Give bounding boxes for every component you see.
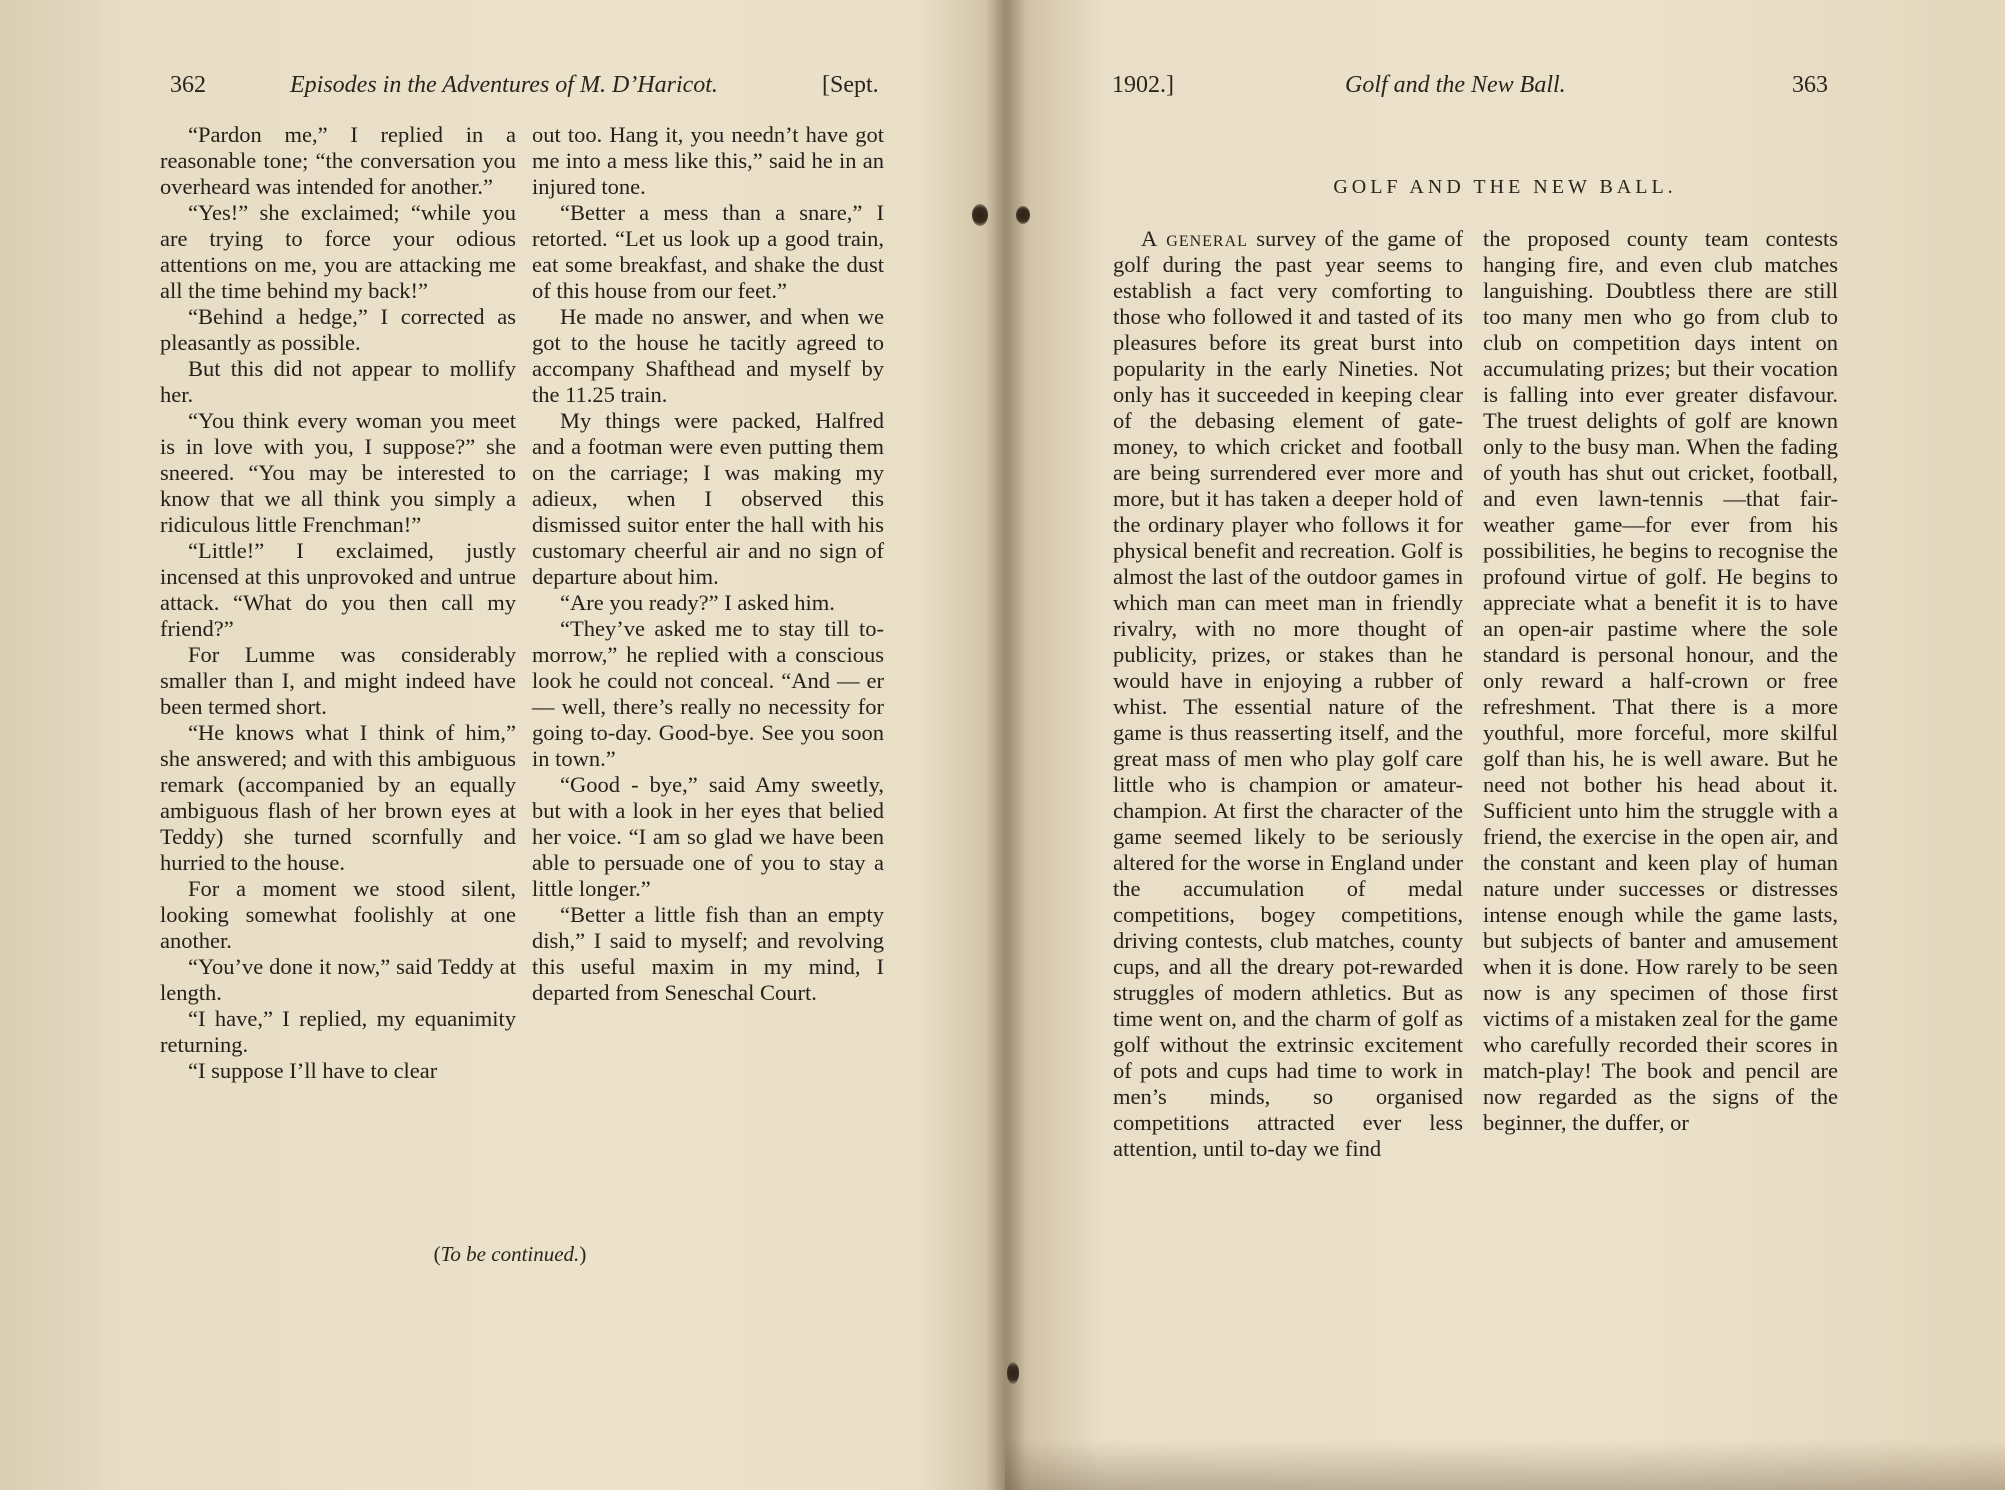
- story-paragraph: But this did not appear to mollify her.: [160, 356, 516, 407]
- story-paragraph: “I suppose I’ll have to clear: [188, 1058, 438, 1083]
- left-running-head: [0, 72, 1005, 108]
- continued-close: ): [579, 1242, 587, 1266]
- story-paragraph: For a moment we stood silent, looking somewhat foolishly at one another.: [160, 876, 516, 953]
- story-paragraph: “Pardon me,” I replied in a reasonable tone; “the conversation you overheard was intended for another.”: [160, 122, 516, 199]
- right-column-1: [1113, 226, 1463, 1162]
- story-paragraph: “Yes!” she exclaimed; “while you are trying to force your odious attentions on me, you are attacking me all the time behind my back!”: [160, 200, 516, 303]
- right-page: [1005, 0, 2005, 1490]
- left-column-2: [532, 122, 884, 1006]
- story-paragraph: “Behind a hedge,” I corrected as pleasantly as possible.: [160, 304, 516, 355]
- continued-open: (: [433, 1242, 441, 1266]
- continued-text: To be continued.: [440, 1242, 580, 1266]
- story-paragraph: For Lumme was considerably smaller than I, and might indeed have been termed short.: [160, 642, 516, 719]
- story-paragraph: “I have,” I replied, my equanimity returning.: [160, 1006, 516, 1057]
- article-title: GOLF AND THE NEW BALL.: [1333, 176, 1677, 198]
- article-text: survey of the game of golf during the past year seems to establish a fact very comforting to those who followed it and tasted of its pleasures before its great burst into popularity in the early Nineties. Not only has it succeeded in keeping clear of the debasing element of gate-money, to which cricket and football are being surrendered ever more and more, but it has taken a deeper hold of the ordinary player who follows it for physical benefit and recreation. Golf is almost the last of the outdoor games in which man can meet man in friendly rivalry, with no more thought of publicity, prizes, or stakes than he would have in enjoying a rubber of whist. The essential nature of the game is thus reasserting itself, and the great mass of men who play golf care little who is champion or amateur-champion. At first the character of the game seemed likely to be seriously altered for the worse in England under the accumulation of medal competitions, bogey competitions, driving contests, club matches, county cups, and all the dreary pot-rewarded struggles of modern athletics. But as time went on, and the charm of golf as golf without the extrinsic excitement of pots and cups had time to work in men’s minds, so organised competitions attracted ever less attention, until to-day we find: [1113, 226, 1463, 1161]
- article-paragraph: [1113, 226, 1463, 1162]
- story-paragraph: out too. Hang it, you needn’t have got me into a mess like this,” said he in an injured tone.: [532, 122, 884, 199]
- left-column-1: [160, 122, 516, 1084]
- story-paragraph: “Better a little fish than an empty dish,” I said to myself; and revolving this useful maxim in my mind, I departed from Seneschal Court.: [532, 902, 884, 1005]
- to-be-continued: [160, 1242, 860, 1267]
- lead-small-caps: A general: [1141, 226, 1248, 251]
- story-paragraph: He made no answer, and when we got to the house he tacitly agreed to accompany Shafthead and myself by the 11.25 train.: [532, 304, 884, 407]
- page-number-left: 362: [170, 72, 206, 98]
- page-date-right: 1902.]: [1112, 72, 1174, 98]
- story-paragraph: “Better a mess than a snare,” I retorted. “Let us look up a good train, eat some breakfast, and shake the dust of this house from our feet.”: [532, 200, 884, 303]
- story-paragraph: “He knows what I think of him,” she answered; and with this ambiguous remark (accompanied by an equally ambiguous flash of her brown eyes at Teddy) she turned scornfully and hurried to the house.: [160, 720, 516, 875]
- story-paragraph: My things were packed, Halfred and a footman were even putting them on the carriage; I was making my adieux, when I observed this dismissed suitor enter the hall with his customary cheerful air and no sign of departure about him.: [532, 408, 884, 589]
- story-paragraph: “Good - bye,” said Amy sweetly, but with a look in her eyes that belied her voice. “I am so glad we have been able to persuade one of you to stay a little longer.”: [532, 772, 884, 901]
- running-date-left: [Sept.: [822, 72, 879, 98]
- story-paragraph: “Little!” I exclaimed, justly incensed at this unprovoked and untrue attack. “What do you then call my friend?”: [160, 538, 516, 641]
- running-title-right: Golf and the New Ball.: [1345, 72, 1566, 98]
- story-paragraph: “Are you ready?” I asked him.: [560, 590, 835, 615]
- running-title-left: Episodes in the Adventures of M. D’Haricot.: [290, 72, 718, 98]
- right-running-head: [1005, 72, 2005, 108]
- story-paragraph: “They’ve asked me to stay till to-morrow,” he replied with a conscious look he could not conceal. “And — er — well, there’s really no necessity for going to-day. Good-bye. See you soon in town.”: [532, 616, 884, 771]
- page-number-right: 363: [1792, 72, 1828, 98]
- article-paragraph: the proposed county team contests hanging fire, and even club matches languishing. Doubtless there are still too many men who go from club to club on competition days intent on accumulating prizes; but their vocation is falling into ever greater disfavour. The truest delights of golf are known only to the busy man. When the fading of youth has shut out cricket, football, and even lawn-tennis —that fair-weather game—for ever from his possibilities, he begins to recognise the profound virtue of golf. He begins to appreciate what a benefit it is to have an open-air pastime where the sole standard is personal honour, and the only reward a half-crown or free refreshment. That there is a more youthful, more forceful, more skilful golf than his, he is well aware. But he need not bother his head about it. Sufficient unto him the struggle with a friend, the exercise in the open air, and the constant and keen play of human nature under successes or distresses intense enough while the game lasts, but subjects of banter and amusement when it is done. How rarely to be seen now is any specimen of those first victims of a mistaken zeal for the game who carefully recorded their scores in match-play! The book and pencil are now regarded as the signs of the beginner, the duffer, or: [1483, 226, 1838, 1135]
- right-column-2: [1483, 226, 1838, 1136]
- story-paragraph: “You think every woman you meet is in love with you, I suppose?” she sneered. “You may be interested to know that we all think you simply a ridiculous little Frenchman!”: [160, 408, 516, 537]
- story-paragraph: “You’ve done it now,” said Teddy at length.: [160, 954, 516, 1005]
